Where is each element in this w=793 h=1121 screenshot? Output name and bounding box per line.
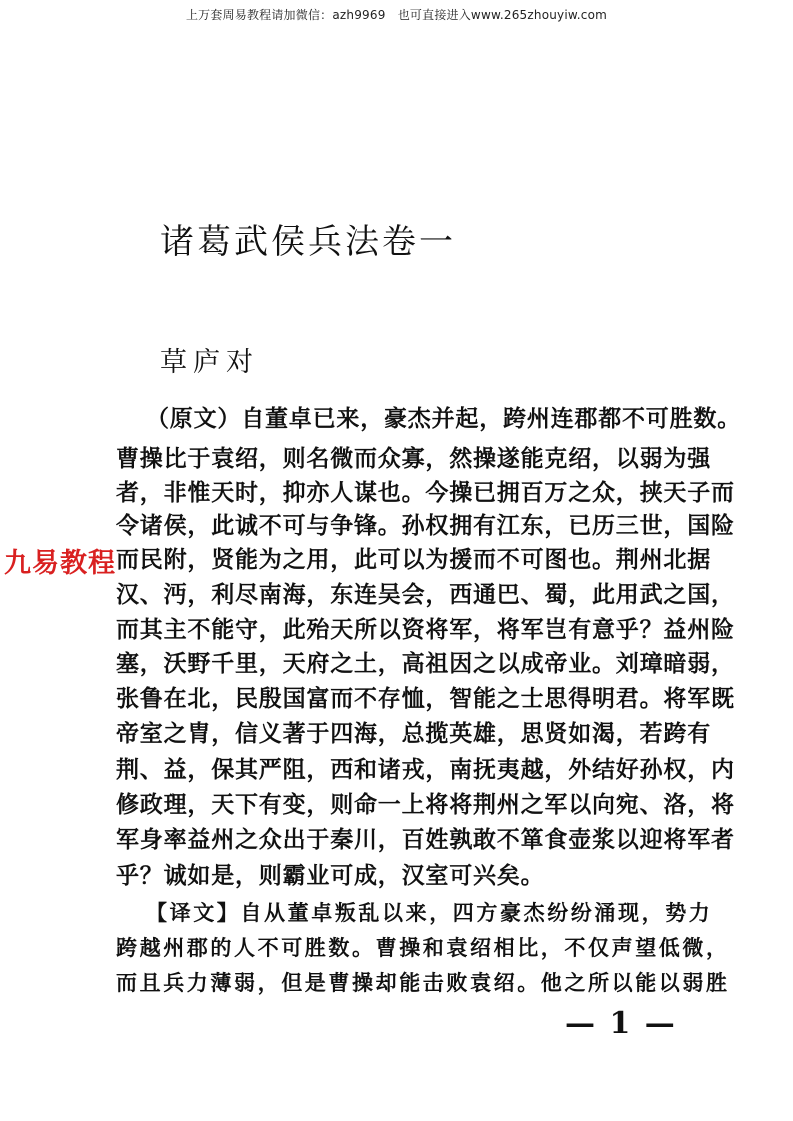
translation-line: 自从董卓叛乱以来，四方豪杰纷纷涌现，势力 bbox=[240, 900, 713, 925]
original-line: 而其主不能守，此殆天所以资将军，将军岂有意乎？益州险 bbox=[116, 617, 735, 643]
original-line: 张鲁在北，民殷国富而不存恤，智能之士思得明君。将军既 bbox=[116, 686, 735, 712]
original-line: 自董卓已来，豪杰并起，跨州连郡都不可胜数。 bbox=[241, 406, 742, 432]
translation-line: 跨越州郡的人不可胜数。曹操和袁绍相比，不仅声望低微， bbox=[116, 935, 730, 960]
translation-first-line bbox=[146, 897, 713, 929]
original-line: 汉、沔，利尽南海，东连吴会，西通巴、蜀，此用武之国， bbox=[116, 582, 735, 608]
original-line: 塞，沃野千里，天府之土，高祖因之以成帝业。刘璋暗弱， bbox=[116, 651, 735, 677]
original-first-line bbox=[146, 403, 742, 435]
page-number: — 1 — bbox=[565, 1006, 677, 1041]
original-line: 荆、益，保其严阻，西和诸戎，南抚夷越，外结好孙权，内 bbox=[116, 757, 735, 783]
original-line: 而民附，贤能为之用，此可以为援而不可图也。荆州北据 bbox=[116, 547, 711, 573]
original-label: （原文） bbox=[146, 406, 242, 432]
book-title: 诸葛武侯兵法卷一 bbox=[160, 222, 456, 262]
original-line: 者，非惟天时，抑亦人谋也。今操已拥百万之众，挟天子而 bbox=[116, 480, 735, 506]
chapter-title: 草庐对 bbox=[160, 347, 259, 378]
original-line: 帝室之胄，信义著于四海，总揽英雄，思贤如渴，若跨有 bbox=[116, 721, 711, 747]
original-line: 曹操比于袁绍，则名微而众寡，然操遂能克绍，以弱为强 bbox=[116, 446, 711, 472]
translation-label: 【译文】 bbox=[146, 900, 241, 925]
watermark-logo: 九易教程 bbox=[4, 548, 116, 579]
original-line: 令诸侯，此诚不可与争锋。孙权拥有江东，已历三世，国险 bbox=[116, 513, 735, 539]
original-line: 乎？诚如是，则霸业可成，汉室可兴矣。 bbox=[116, 863, 545, 889]
original-line: 军身率益州之众出于秦川，百姓孰敢不箪食壶浆以迎将军者 bbox=[116, 827, 735, 853]
header-ad-text: 上万套周易教程请加微信：azh9969 也可直接进入www.265zhouyiw.com bbox=[185, 8, 608, 22]
translation-line: 而且兵力薄弱，但是曹操却能击败袁绍。他之所以能以弱胜 bbox=[116, 970, 730, 995]
original-line: 修政理，天下有变，则命一上将将荆州之军以向宛、洛，将 bbox=[116, 792, 735, 818]
